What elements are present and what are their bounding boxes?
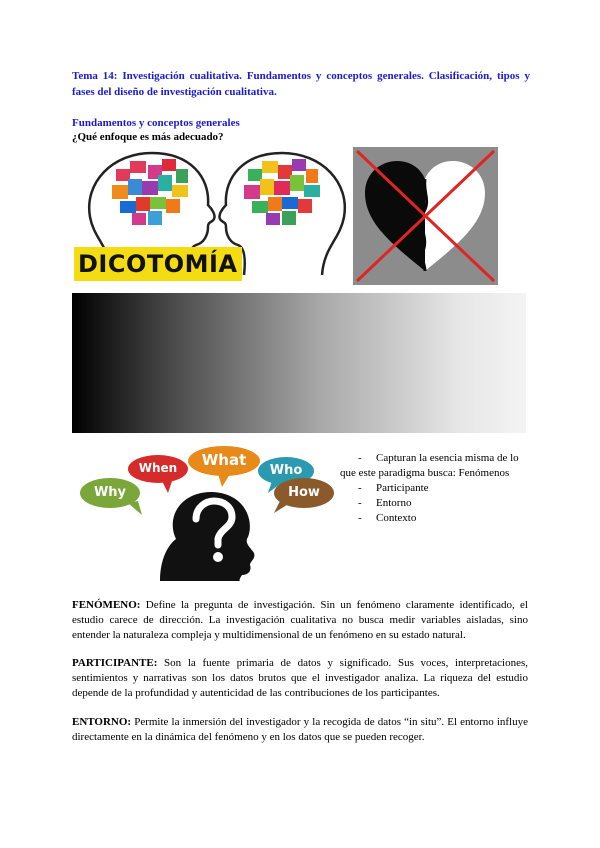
essence-bullet-list [340, 451, 528, 526]
bullet-participante: Participante [376, 482, 429, 494]
bullet-first-line: Capturan la esencia misma de lo [376, 452, 519, 464]
text-entorno: Permite la inmersión del investigador y la recogida de datos “in situ”. El entorno influye directamente en la dinámica del fenómeno y en los datos que se pueden recoger. [72, 716, 528, 743]
bubble-label-how: How [288, 485, 320, 500]
gradient-image [72, 293, 526, 433]
bullet-first-continuation: que este paradigma busca: Fenómenos [340, 467, 510, 479]
bubble-label-why: Why [93, 485, 127, 500]
document-title: Tema 14: Investigación cualitativa. Fundamentos y conceptos generales. Clasificación, tipos y fases del diseño de investigación cualitativa. [72, 70, 530, 98]
bubble-label-what: What [201, 451, 247, 469]
text-participante: Son la fuente primaria de datos y significado. Sus voces, interpretaciones, sentimientos y narrativas son los datos brutos que el investigador analiza. La riqueza del estudio depende de la profundidad y autenticidad de las contribuciones de los participantes. [72, 657, 528, 699]
paragraph-fenomeno [72, 598, 528, 643]
heart-illustration [353, 147, 498, 285]
text-fenomeno: Define la pregunta de investigación. Sin un fenómeno claramente identificado, el estudio carece de dirección. La investigación cualitativa no busca medir variables aisladas, sino entender la naturaleza compleja y multidimensional de un fenómeno en su estado natural. [72, 599, 528, 641]
bullet-entorno: Entorno [376, 497, 412, 509]
crossed-heart-image [353, 147, 498, 285]
bullet-item: - Participante [358, 482, 429, 494]
bubble-label-when: When [138, 461, 178, 475]
bullet-item: - Contexto [358, 512, 417, 524]
section-subheading: Fundamentos y conceptos generales [72, 117, 240, 129]
bullet-contexto: Contexto [376, 512, 417, 524]
term-participante: PARTICIPANTE: [72, 657, 158, 669]
term-fenomeno: FENÓMENO: [72, 599, 141, 611]
bullet-item: - Entorno [358, 497, 412, 509]
dichotomy-banner-label: DICOTOMÍA [78, 250, 238, 278]
term-entorno: ENTORNO: [72, 716, 132, 728]
section-question: ¿Qué enfoque es más adecuado? [72, 131, 224, 143]
dichotomy-heads-image [72, 147, 352, 285]
bubble-label-who: Who [269, 463, 303, 478]
bullet-item: - Capturan la esencia misma de lo [358, 452, 519, 464]
paragraph-entorno [72, 715, 528, 745]
paragraph-participante [72, 656, 528, 701]
questions-image [72, 441, 338, 581]
